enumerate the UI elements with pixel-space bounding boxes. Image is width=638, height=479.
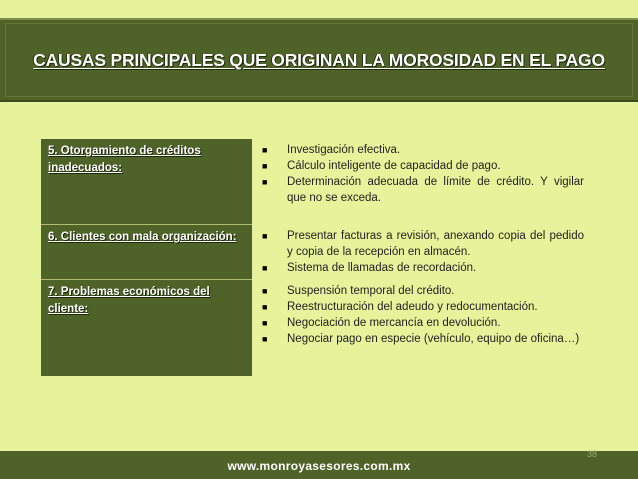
solution-text: Sistema de llamadas de recordación. — [287, 262, 477, 274]
cause-cell — [41, 225, 252, 280]
solution-text: Presentar facturas a revisión, anexando copia del pedido y copia de la recepción en almacén. — [287, 230, 584, 258]
solution-text: Suspensión temporal del crédito. — [287, 285, 455, 297]
list-item — [262, 228, 584, 260]
page-number: 38 — [587, 449, 598, 459]
cause-cell — [41, 280, 252, 376]
list-item — [262, 315, 584, 331]
square-bullet-icon: ■ — [262, 177, 268, 187]
cause-label: 7. Problemas económicos del cliente: — [48, 286, 210, 315]
solutions-cell — [252, 139, 592, 225]
table-row — [41, 280, 592, 376]
list-item — [262, 283, 584, 299]
square-bullet-icon: ■ — [262, 318, 268, 328]
list-item — [262, 299, 584, 315]
footer-bar — [0, 451, 638, 479]
title-banner — [0, 18, 638, 102]
solution-text: Negociación de mercancía en devolución. — [287, 317, 501, 329]
solutions-cell — [252, 225, 592, 280]
list-item — [262, 331, 584, 347]
solution-text: Determinación adecuada de límite de crédito. Y vigilar que no se exceda. — [287, 176, 584, 204]
footer-url: www.monroyasesores.com.mx — [227, 459, 411, 473]
cause-label: 5. Otorgamiento de créditos inadecuados: — [48, 145, 201, 174]
solution-text: Cálculo inteligente de capacidad de pago. — [287, 160, 501, 172]
table-row — [41, 225, 592, 280]
square-bullet-icon: ■ — [262, 231, 268, 241]
square-bullet-icon: ■ — [262, 302, 268, 312]
causes-table — [41, 139, 592, 376]
square-bullet-icon: ■ — [262, 334, 268, 344]
square-bullet-icon: ■ — [262, 145, 268, 155]
square-bullet-icon: ■ — [262, 263, 268, 273]
cause-cell — [41, 139, 252, 225]
solution-text: Reestructuración del adeudo y redocumentación. — [287, 301, 538, 313]
list-item — [262, 142, 584, 158]
slide-title: CAUSAS PRINCIPALES QUE ORIGINAN LA MOROSIDAD EN EL PAGO — [33, 49, 605, 70]
square-bullet-icon: ■ — [262, 161, 268, 171]
list-item — [262, 158, 584, 174]
list-item — [262, 260, 584, 276]
table-row — [41, 139, 592, 225]
solutions-cell — [252, 280, 592, 376]
solution-text: Negociar pago en especie (vehículo, equipo de oficina…) — [287, 333, 580, 345]
cause-label: 6. Clientes con mala organización: — [48, 231, 237, 243]
list-item — [262, 174, 584, 206]
solution-text: Investigación efectiva. — [287, 144, 401, 156]
square-bullet-icon: ■ — [262, 286, 268, 296]
